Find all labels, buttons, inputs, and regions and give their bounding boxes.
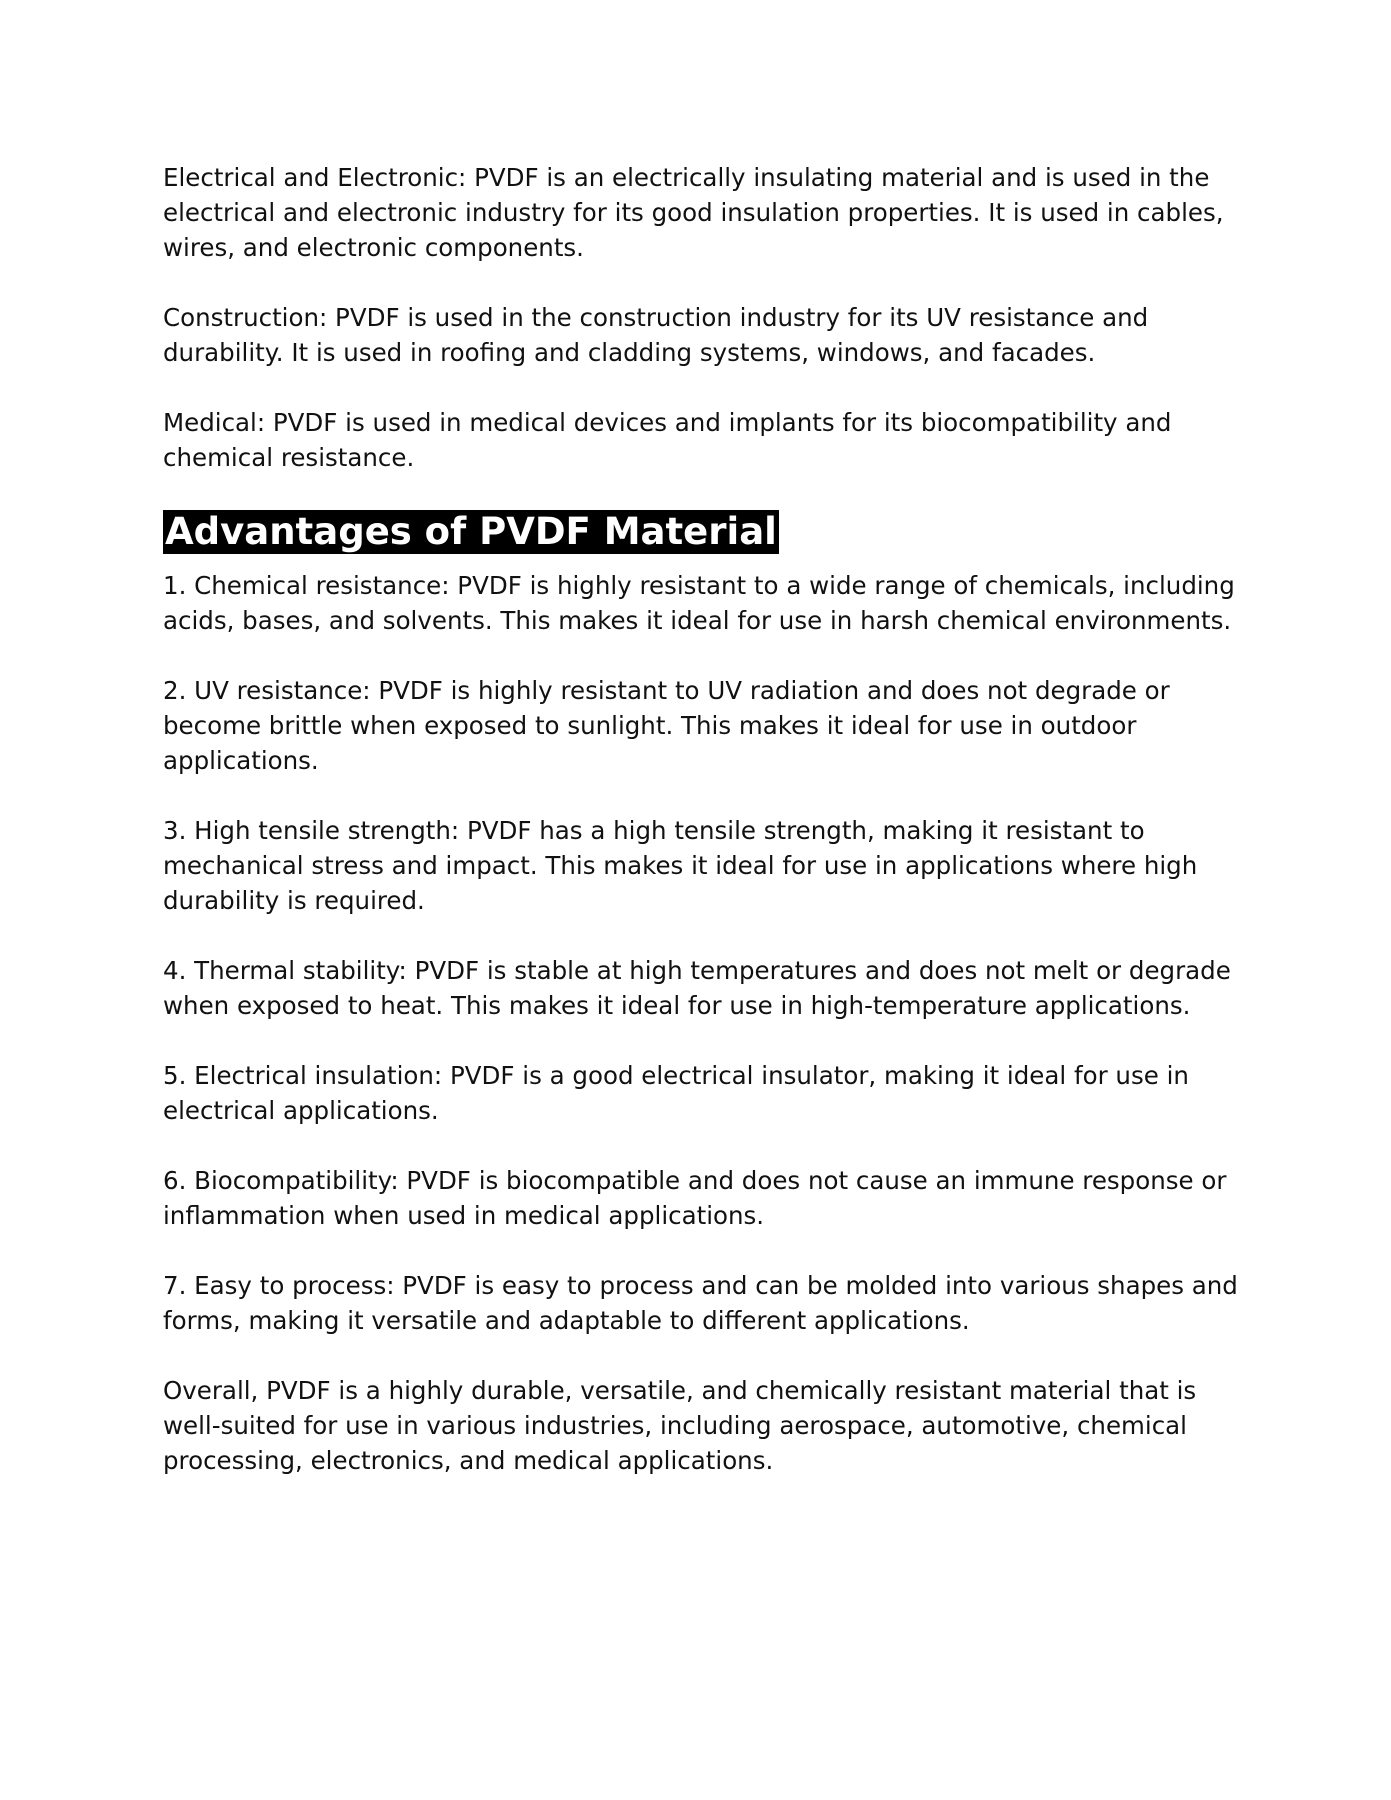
paragraph-conclusion: Overall, PVDF is a highly durable, versatile, and chemically resistant material that is well-suited for use in various industries, including aerospace, automotive, chemical processing, electronics, and medical applications.	[163, 1376, 1197, 1475]
advantages-heading-wrap	[163, 510, 1243, 554]
advantage-item-thermal-stability: 4. Thermal stability: PVDF is stable at high temperatures and does not melt or degrade when exposed to heat. This makes it ideal for use in high-temperature applications.	[163, 956, 1231, 1020]
advantage-item-chemical-resistance: 1. Chemical resistance: PVDF is highly resistant to a wide range of chemicals, including acids, bases, and solvents. This makes it ideal for use in harsh chemical environments.	[163, 571, 1235, 635]
advantage-item-easy-to-process: 7. Easy to process: PVDF is easy to process and can be molded into various shapes and forms, making it versatile and adaptable to different applications.	[163, 1271, 1238, 1335]
paragraph-construction: Construction: PVDF is used in the construction industry for its UV resistance and durability. It is used in roofing and cladding systems, windows, and facades.	[163, 303, 1149, 367]
paragraph-electrical-electronic: Electrical and Electronic: PVDF is an electrically insulating material and is used in the electrical and electronic industry for its good insulation properties. It is used in cables, wires, and electronic components.	[163, 163, 1224, 262]
advantages-heading: Advantages of PVDF Material	[165, 510, 777, 553]
advantage-item-tensile-strength: 3. High tensile strength: PVDF has a high tensile strength, making it resistant to mechanical stress and impact. This makes it ideal for use in applications where high durability is required.	[163, 816, 1198, 915]
advantage-item-uv-resistance: 2. UV resistance: PVDF is highly resistant to UV radiation and does not degrade or become brittle when exposed to sunlight. This makes it ideal for use in outdoor applications.	[163, 676, 1170, 775]
paragraph-medical: Medical: PVDF is used in medical devices and implants for its biocompatibility and chemical resistance.	[163, 408, 1172, 472]
advantages-list	[163, 568, 1243, 1338]
advantage-item-biocompatibility: 6. Biocompatibility: PVDF is biocompatible and does not cause an immune response or inflammation when used in medical applications.	[163, 1166, 1227, 1230]
advantage-item-electrical-insulation: 5. Electrical insulation: PVDF is a good electrical insulator, making it ideal for use in electrical applications.	[163, 1061, 1189, 1125]
document-page	[163, 160, 1243, 1513]
